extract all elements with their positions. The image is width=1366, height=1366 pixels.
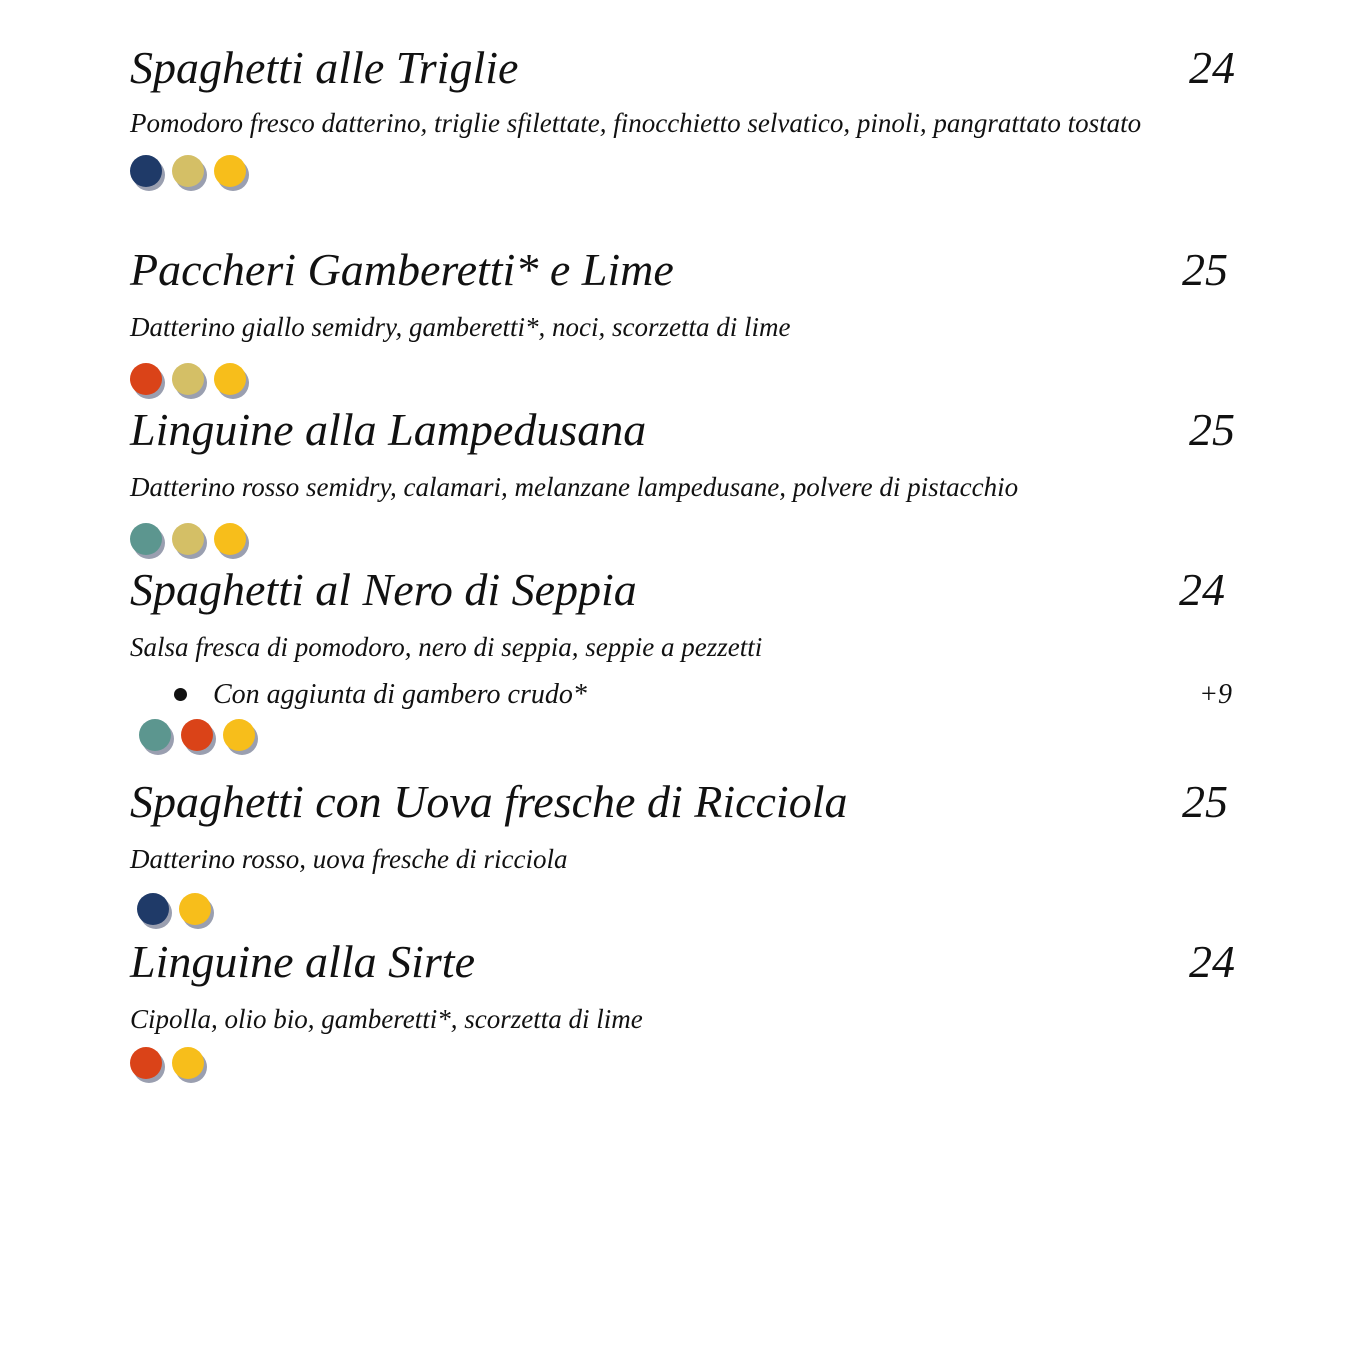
dish-name: Spaghetti con Uova fresche di Ricciola bbox=[130, 776, 848, 827]
addon-label: Con aggiunta di gambero crudo* bbox=[213, 679, 587, 710]
indicator-dot-icon bbox=[172, 155, 204, 187]
menu-item bbox=[130, 562, 1240, 755]
allergen-dots bbox=[139, 715, 1240, 755]
allergen-dots bbox=[130, 519, 1240, 559]
indicator-dot-icon bbox=[223, 719, 255, 751]
dish-price: 24 bbox=[1179, 564, 1225, 615]
dish-description: Cipolla, olio bio, gamberetti*, scorzetta di lime bbox=[130, 1004, 643, 1034]
indicator-dot-icon bbox=[214, 523, 246, 555]
allergen-dots bbox=[130, 1043, 1240, 1083]
menu-item bbox=[130, 774, 1240, 929]
menu-item-header bbox=[130, 40, 1240, 100]
dish-description: Pomodoro fresco datterino, triglie sfilettate, finocchietto selvatico, pinoli, pangrattato tostato bbox=[130, 108, 1142, 138]
indicator-dot-icon bbox=[172, 363, 204, 395]
dish-description: Datterino giallo semidry, gamberetti*, noci, scorzetta di lime bbox=[130, 312, 791, 342]
dish-name: Spaghetti al Nero di Seppia bbox=[130, 564, 637, 615]
menu-item-header bbox=[130, 242, 1240, 302]
indicator-dot-icon bbox=[130, 1047, 162, 1079]
dish-price: 24 bbox=[1189, 42, 1235, 93]
indicator-dot-icon bbox=[137, 893, 169, 925]
allergen-dots bbox=[137, 889, 1240, 929]
dish-name: Linguine alla Lampedusana bbox=[130, 404, 647, 455]
indicator-dot-icon bbox=[214, 363, 246, 395]
menu-item bbox=[130, 934, 1240, 1083]
indicator-dot-icon bbox=[130, 363, 162, 395]
addon-price: +9 bbox=[1199, 679, 1232, 710]
allergen-dots bbox=[130, 151, 1240, 191]
menu-item bbox=[130, 40, 1240, 191]
indicator-dot-icon bbox=[172, 1047, 204, 1079]
dish-price: 25 bbox=[1182, 776, 1228, 827]
indicator-dot-icon bbox=[130, 523, 162, 555]
dish-name: Paccheri Gamberetti* e Lime bbox=[130, 244, 674, 295]
indicator-dot-icon bbox=[130, 155, 162, 187]
menu-item-header bbox=[130, 402, 1240, 462]
menu-item bbox=[130, 402, 1240, 559]
menu-item-header bbox=[130, 562, 1240, 622]
menu-item bbox=[130, 242, 1240, 399]
indicator-dot-icon bbox=[179, 893, 211, 925]
allergen-dots bbox=[130, 359, 1240, 399]
dish-description: Datterino rosso semidry, calamari, melanzane lampedusane, polvere di pistacchio bbox=[130, 472, 1019, 502]
dish-description: Salsa fresca di pomodoro, nero di seppia, seppie a pezzetti bbox=[130, 632, 763, 662]
dish-description: Datterino rosso, uova fresche di ricciola bbox=[130, 844, 568, 874]
dish-name: Spaghetti alle Triglie bbox=[130, 42, 519, 93]
dish-name: Linguine alla Sirte bbox=[130, 936, 475, 987]
addon-option bbox=[130, 675, 1240, 715]
menu-item-header bbox=[130, 934, 1240, 994]
indicator-dot-icon bbox=[139, 719, 171, 751]
dish-price: 25 bbox=[1182, 244, 1228, 295]
indicator-dot-icon bbox=[214, 155, 246, 187]
dish-price: 25 bbox=[1189, 404, 1235, 455]
dish-price: 24 bbox=[1189, 936, 1235, 987]
bullet-icon bbox=[174, 688, 187, 701]
menu-item-header bbox=[130, 774, 1240, 834]
indicator-dot-icon bbox=[181, 719, 213, 751]
indicator-dot-icon bbox=[172, 523, 204, 555]
